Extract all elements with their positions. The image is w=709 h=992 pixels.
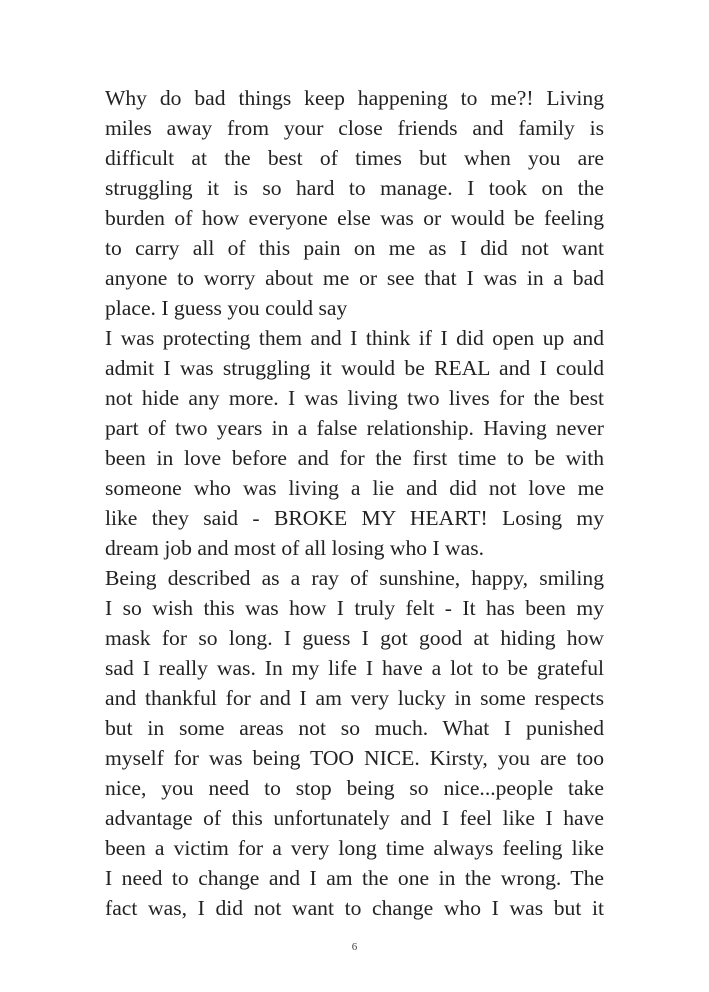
text-line: someone who was living a lie and did not love me <box>105 476 604 500</box>
text-line: myself for was being TOO NICE. Kirsty, you are too <box>105 746 604 770</box>
text-line: mask for so long. I guess I got good at hiding how <box>105 626 604 650</box>
text-line: been a victim for a very long time always feeling like <box>105 836 604 860</box>
text-line: sad I really was. In my life I have a lot to be grateful <box>105 656 604 680</box>
text-line-paragraph-end: place. I guess you could say <box>105 296 348 320</box>
text-line: admit I was struggling it would be REAL and I could <box>105 356 604 380</box>
text-line: anyone to worry about me or see that I was in a bad <box>105 266 604 290</box>
text-line: burden of how everyone else was or would be feeling <box>105 206 604 230</box>
text-line: I was protecting them and I think if I did open up and <box>105 326 604 350</box>
text-line: and thankful for and I am very lucky in some respects <box>105 686 604 710</box>
text-line: not hide any more. I was living two lives for the best <box>105 386 604 410</box>
text-line: advantage of this unfortunately and I feel like I have <box>105 806 604 830</box>
text-line: difficult at the best of times but when you are <box>105 146 604 170</box>
text-line: struggling it is so hard to manage. I took on the <box>105 176 604 200</box>
text-line: nice, you need to stop being so nice...people take <box>105 776 604 800</box>
text-line: but in some areas not so much. What I punished <box>105 716 604 740</box>
text-line: I so wish this was how I truly felt - It has been my <box>105 596 604 620</box>
text-line: Being described as a ray of sunshine, happy, smiling <box>105 566 604 590</box>
text-line: miles away from your close friends and family is <box>105 116 604 140</box>
text-line: like they said - BROKE MY HEART! Losing my <box>105 506 604 530</box>
text-line: I need to change and I am the one in the wrong. The <box>105 866 604 890</box>
body-text <box>105 83 604 923</box>
text-line: part of two years in a false relationship. Having never <box>105 416 604 440</box>
text-line-paragraph-end: dream job and most of all losing who I was. <box>105 536 485 560</box>
text-line: fact was, I did not want to change who I was but it <box>105 896 604 920</box>
text-line: been in love before and for the first time to be with <box>105 446 604 470</box>
text-line: Why do bad things keep happening to me?! Living <box>105 86 604 110</box>
text-line: to carry all of this pain on me as I did not want <box>105 236 604 260</box>
page-number: 6 <box>351 941 358 953</box>
